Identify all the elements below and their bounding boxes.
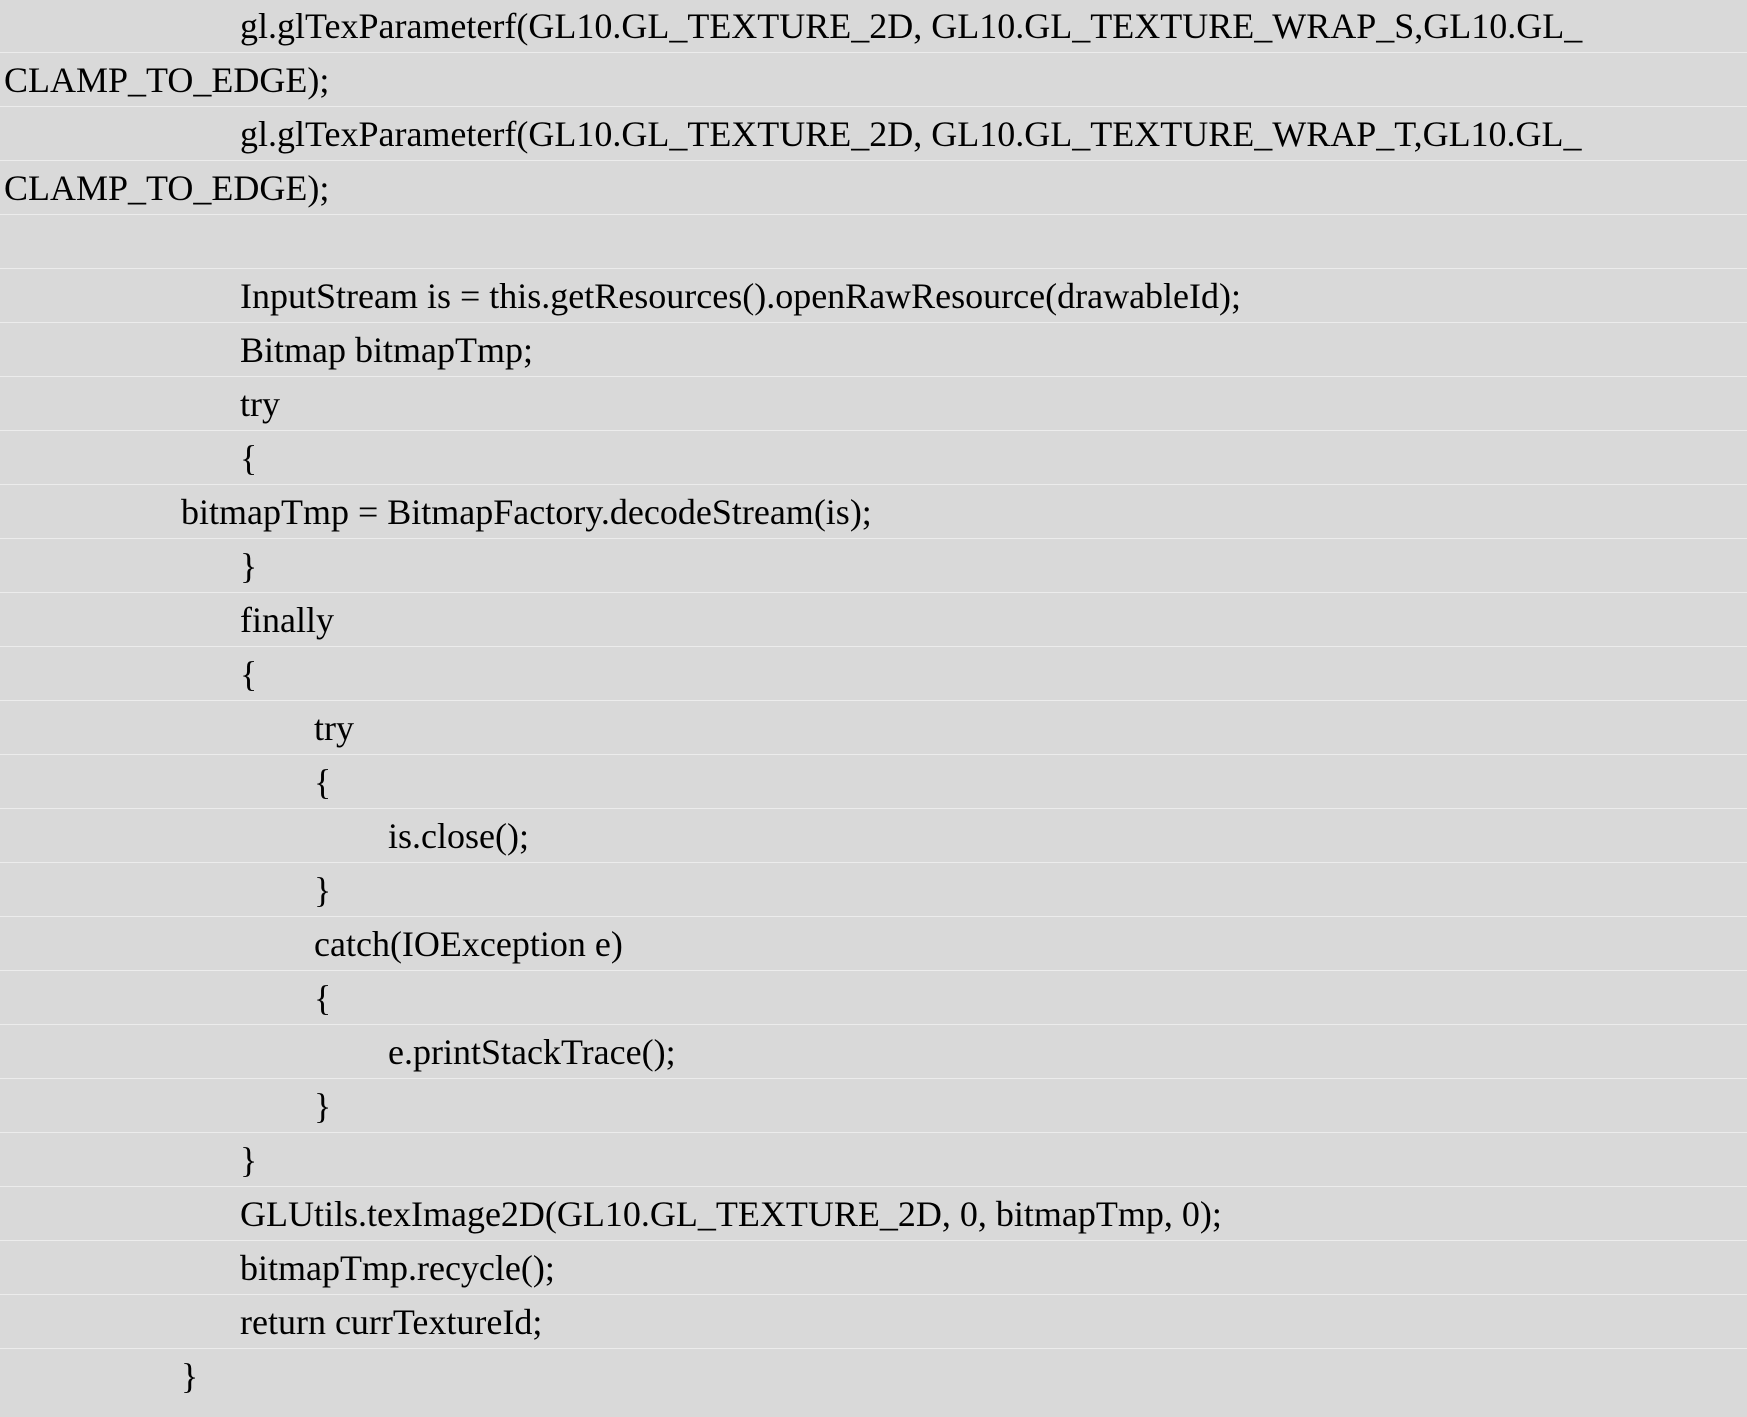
code-line: } [0, 540, 1747, 593]
code-line: } [0, 864, 1747, 917]
code-line: GLUtils.texImage2D(GL10.GL_TEXTURE_2D, 0, bitmapTmp, 0); [0, 1188, 1747, 1241]
code-line: Bitmap bitmapTmp; [0, 324, 1747, 377]
code-line: CLAMP_TO_EDGE); [0, 162, 1747, 215]
code-line: try [0, 378, 1747, 431]
code-line: } [0, 1080, 1747, 1133]
code-line: catch(IOException e) [0, 918, 1747, 971]
code-line: return currTextureId; [0, 1296, 1747, 1349]
code-line: finally [0, 594, 1747, 647]
code-line [0, 216, 1747, 269]
code-line: is.close(); [0, 810, 1747, 863]
code-line: bitmapTmp = BitmapFactory.decodeStream(is); [0, 486, 1747, 539]
code-line: { [0, 648, 1747, 701]
code-line: gl.glTexParameterf(GL10.GL_TEXTURE_2D, GL10.GL_TEXTURE_WRAP_S,GL10.GL_ [0, 0, 1747, 53]
code-line: gl.glTexParameterf(GL10.GL_TEXTURE_2D, GL10.GL_TEXTURE_WRAP_T,GL10.GL_ [0, 108, 1747, 161]
code-line: try [0, 702, 1747, 755]
code-line: } [181, 1356, 199, 1396]
code-line: e.printStackTrace(); [0, 1026, 1747, 1079]
code-line: { [0, 756, 1747, 809]
code-line: { [0, 972, 1747, 1025]
code-line: } [0, 1134, 1747, 1187]
code-line: CLAMP_TO_EDGE); [0, 54, 1747, 107]
code-line: { [0, 432, 1747, 485]
code-line: InputStream is = this.getResources().openRawResource(drawableId); [0, 270, 1747, 323]
code-line: bitmapTmp.recycle(); [0, 1242, 1747, 1295]
